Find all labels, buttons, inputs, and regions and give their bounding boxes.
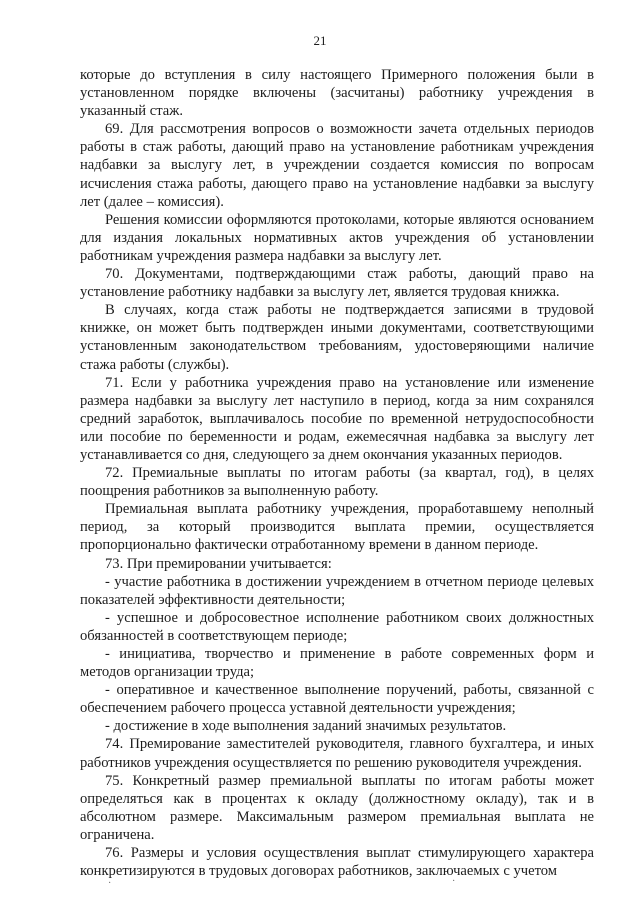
paragraph-other-documents: В случаях, когда стаж работы не подтверждается записями в трудовой книжке, он может быть подтвержден иными документами, соответствующими установленным законодательством требованиям, удостоверяющими наличие стажа работы (службы). [80, 302, 594, 373]
paragraph-76: 76. Размеры и условия осуществления выплат стимулирующего характера конкретизируются в трудовых договорах работников, заключаемых с учетом [80, 845, 594, 880]
paragraph-partial-period: Премиальная выплата работнику учреждения, проработавшему неполный период, за который производится выплата премии, осуществляется пропорционально фактически отработанному времени в данном периоде. [80, 501, 594, 554]
paragraph-75: 75. Конкретный размер премиальной выплаты по итогам работы может определяться как в процентах к окладу (должностному окладу), так и в абсолютном размере. Максимальным размером премиальная выплата не ограничена. [80, 772, 594, 843]
paragraph-70: 70. Документами, подтверждающими стаж работы, дающий право на установление работнику надбавки за выслугу лет, является трудовая книжка. [80, 266, 594, 301]
paragraph-71: 71. Если у работника учреждения право на установление или изменение размера надбавки за выслугу лет наступило в период, когда за ним сохранялся средний заработок, выплачивалось пособие по временной нетрудоспособности или пособие по беременности и родам, ежемесячная надбавка за выслугу лет устанавливается со дня, следующего за днем окончания указанных периодов. [80, 374, 594, 463]
paragraph-continuation: которые до вступления в силу настоящего Примерного положения были в установленном порядке включены (засчитаны) работнику учреждения в указанный стаж. [80, 67, 594, 120]
scan-dot: · [108, 878, 112, 889]
paragraph-72: 72. Премиальные выплаты по итогам работы (за квартал, год), в целях поощрения работников за выполненную работу. [80, 465, 594, 500]
list-item-duties: - успешное и добросовестное исполнение работником своих должностных обязанностей в соответствующем периоде; [80, 609, 594, 644]
paragraph-commission-decisions: Решения комиссии оформляются протоколами, которые являются основанием для издания локальных нормативных актов учреждения об установлении работникам учреждения размера надбавки за выслугу лет. [80, 211, 594, 264]
document-body [80, 66, 594, 880]
list-item-assignments: - оперативное и качественное выполнение поручений, работы, связанной с обеспечением рабочего процесса уставной деятельности учреждения; [80, 682, 594, 717]
list-item-results: - достижение в ходе выполнения заданий значимых результатов. [105, 718, 507, 735]
paragraph-69: 69. Для рассмотрения вопросов о возможности зачета отдельных периодов работы в стаж работы, дающий право на установление работникам учреждения надбавки за выслугу лет, в учреждении создается комиссия по вопросам исчисления стажа работы, дающего право на установление надбавки за выслугу лет (далее – комиссия). [80, 121, 594, 210]
paragraph-73: 73. При премировании учитывается: [105, 555, 332, 572]
page-number: 21 [313, 33, 327, 48]
scan-dot: · [452, 876, 456, 887]
list-item-targets: - участие работника в достижении учреждением в отчетном периоде целевых показателей эффективности деятельности; [80, 573, 594, 608]
paragraph-74: 74. Премирование заместителей руководителя, главного бухгалтера, и иных работников учреждения осуществляется по решению руководителя учреждения. [80, 736, 594, 771]
list-item-initiative: - инициатива, творчество и применение в работе современных форм и методов организации труда; [80, 646, 594, 681]
